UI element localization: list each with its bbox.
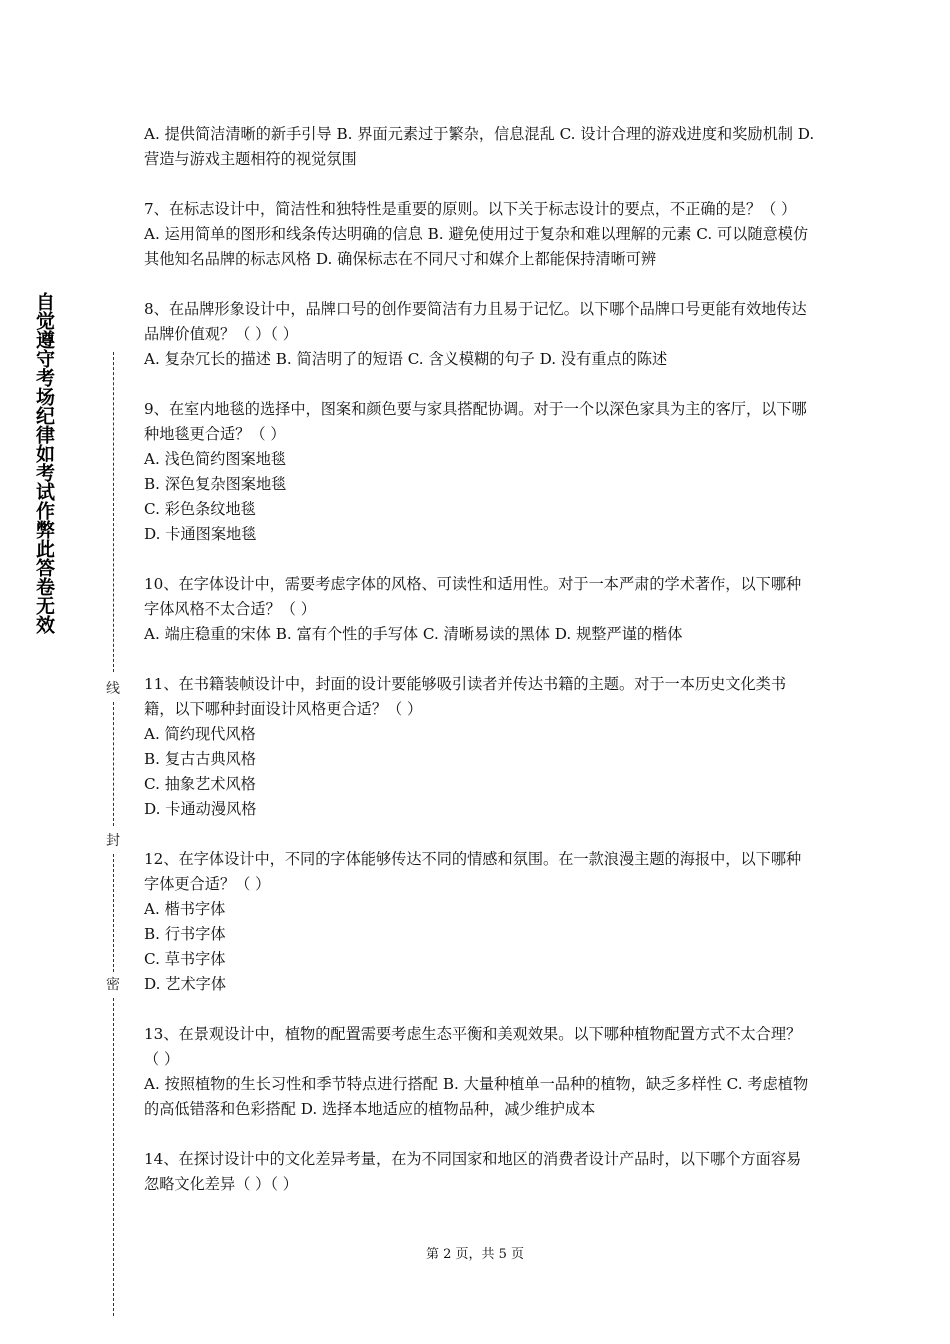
question-14: [144, 1147, 816, 1197]
option-c: C. 彩色条纹地毯: [144, 500, 256, 518]
option-c: C. 草书字体: [144, 950, 226, 968]
question-options: A. 运用简单的图形和线条传达明确的信息 B. 避免使用过于复杂和难以理解的元素 C. 可以随意模仿其他知名品牌的标志风格 D. 确保标志在不同尺寸和媒介上都能保持清晰可辨: [144, 225, 809, 268]
option-a: A. 简约现代风格: [144, 725, 256, 743]
question-6-options-block: [144, 122, 816, 172]
question-stem: 11、在书籍装帧设计中，封面的设计要能够吸引读者并传达书籍的主题。对于一本历史文化类书籍，以下哪种封面设计风格更合适？（ ）: [144, 675, 787, 718]
option-b: B. 复古古典风格: [144, 750, 256, 768]
question-9: [144, 397, 816, 547]
seal-dashed-line: [113, 998, 114, 1316]
question-stem: 8、在品牌形象设计中，品牌口号的创作要简洁有力且易于记忆。以下哪个品牌口号更能有效地传达品牌价值观？（ ）（ ）: [144, 300, 807, 343]
question-stem: 13、在景观设计中，植物的配置需要考虑生态平衡和美观效果。以下哪种植物配置方式不太合理？（ ）: [144, 1025, 802, 1068]
question-12: [144, 847, 816, 997]
option-a: A. 楷书字体: [144, 900, 226, 918]
option-c: C. 抽象艺术风格: [144, 775, 256, 793]
question-options: A. 按照植物的生长习性和季节特点进行搭配 B. 大量种植单一品种的植物，缺乏多样性 C. 考虑植物的高低错落和色彩搭配 D. 选择本地适应的植物品种，减少维护成本: [144, 1075, 809, 1118]
option-d: D. 艺术字体: [144, 975, 227, 993]
question-stem: 9、在室内地毯的选择中，图案和颜色要与家具搭配协调。对于一个以深色家具为主的客厅，以下哪种地毯更合适？（ ）: [144, 400, 807, 443]
question-11: [144, 672, 816, 822]
question-7: [144, 197, 816, 272]
seal-dashed-line: [113, 854, 114, 972]
option-b: B. 行书字体: [144, 925, 226, 943]
question-list: [144, 122, 816, 1197]
question-10: [144, 572, 816, 647]
question-stem: 7、在标志设计中，简洁性和独特性是重要的原则。以下关于标志设计的要点，不正确的是？（ ）: [144, 200, 797, 218]
question-options: A. 复杂冗长的描述 B. 简洁明了的短语 C. 含义模糊的句子 D. 没有重点的陈述: [144, 350, 668, 368]
option-a: A. 浅色简约图案地毯: [144, 450, 287, 468]
exam-discipline-notice: 自觉遵守考场纪律如考试作弊此答卷无效: [33, 292, 55, 634]
question-8: [144, 297, 816, 372]
option-d: D. 卡通动漫风格: [144, 800, 257, 818]
seal-char-secret: 密: [106, 977, 120, 993]
option-b: B. 深色复杂图案地毯: [144, 475, 287, 493]
question-stem: 12、在字体设计中，不同的字体能够传达不同的情感和氛围。在一款浪漫主题的海报中，以下哪种字体更合适？（ ）: [144, 850, 802, 893]
question-13: [144, 1022, 816, 1122]
question-options: A. 端庄稳重的宋体 B. 富有个性的手写体 C. 清晰易读的黑体 D. 规整严谨的楷体: [144, 625, 683, 643]
question-stem: 10、在字体设计中，需要考虑字体的风格、可读性和适用性。对于一本严肃的学术著作，以下哪种字体风格不太合适？（ ）: [144, 575, 802, 618]
seal-char-seal: 封: [106, 833, 120, 849]
seal-dashed-line: [113, 702, 114, 826]
option-d: D. 卡通图案地毯: [144, 525, 257, 543]
seal-char-line: 线: [106, 681, 120, 697]
seal-dashed-line: [113, 352, 114, 672]
page-number: 第 2 页，共 5 页: [425, 1247, 525, 1262]
question-stem: 14、在探讨设计中的文化差异考量，在为不同国家和地区的消费者设计产品时，以下哪个方面容易忽略文化差异（ ）（ ）: [144, 1150, 802, 1193]
question-options: A. 提供简洁清晰的新手引导 B. 界面元素过于繁杂，信息混乱 C. 设计合理的游戏进度和奖励机制 D. 营造与游戏主题相符的视觉氛围: [144, 125, 815, 168]
